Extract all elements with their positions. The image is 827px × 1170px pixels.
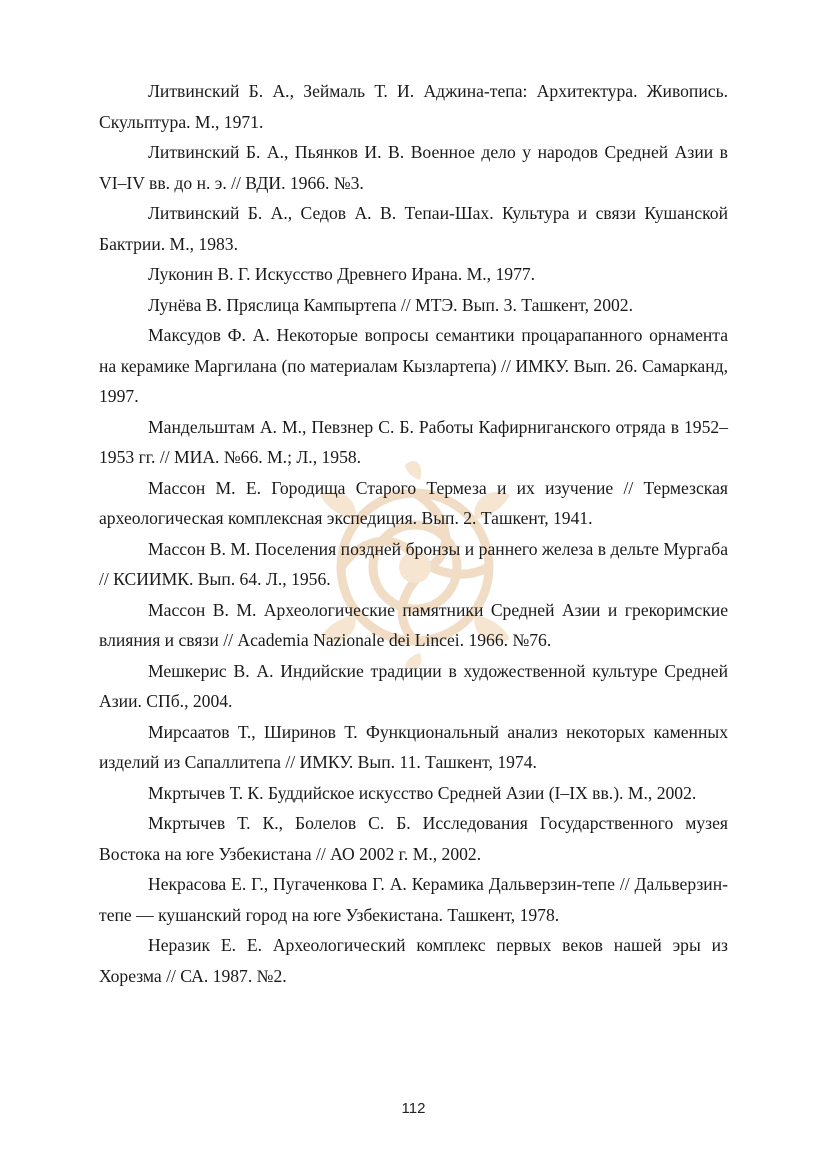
bibliography-entry: Массон М. Е. Городища Старого Термеза и их изучение // Термезская археологическая комплексная экспедиция. Вып. 2. Ташкент, 1941. xyxy=(99,477,728,528)
bibliography-entry: Массон В. М. Поселения поздней бронзы и раннего железа в дельте Мургаба // КСИИМК. Вып. 64. Л., 1956. xyxy=(99,538,728,589)
page-number: 112 xyxy=(401,1100,426,1117)
bibliography-entry: Литвинский Б. А., Зеймаль Т. И. Аджина-тепа: Архитектура. Живопись. Скульптура. М., 1971. xyxy=(99,81,728,132)
bibliography-entry: Мешкерис В. А. Индийские традиции в художественной культуре Средней Азии. СПб., 2004. xyxy=(99,660,728,711)
bibliography-entry: Мкртычев Т. К., Болелов С. Б. Исследования Государственного музея Востока на юге Узбекистана // АО 2002 г. М., 2002. xyxy=(99,813,728,864)
bibliography-entry: Лунёва В. Пряслица Кампыртепа // МТЭ. Вып. 3. Ташкент, 2002. xyxy=(148,294,634,315)
bibliography-entry: Мирсаатов Т., Ширинов Т. Функциональный анализ некоторых каменных изделий из Сапаллитепа // ИМКУ. Вып. 11. Ташкент, 1974. xyxy=(99,721,728,772)
bibliography-entry: Литвинский Б. А., Седов А. В. Тепаи-Шах. Культура и связи Кушанской Бактрии. М., 1983. xyxy=(99,203,728,254)
bibliography-entry: Максудов Ф. А. Некоторые вопросы семантики процарапанного орнамента на керамике Маргилана (по материалам Кызлартепа) // ИМКУ. Вып. 26. Самарканд, 1997. xyxy=(99,325,728,406)
bibliography-entry: Мкртычев Т. К. Буддийское искусство Средней Азии (I–IX вв.). М., 2002. xyxy=(148,782,697,803)
bibliography-entry: Литвинский Б. А., Пьянков И. В. Военное дело у народов Средней Азии в VI–IV вв. до н. э. // ВДИ. 1966. №3. xyxy=(99,142,728,193)
bibliography-entry: Мандельштам А. М., Певзнер С. Б. Работы Кафирниганского отряда в 1952–1953 гг. // МИА. №66. М.; Л., 1958. xyxy=(99,416,728,467)
bibliography-entry: Луконин В. Г. Искусство Древнего Ирана. М., 1977. xyxy=(148,264,536,284)
bibliography-list xyxy=(99,76,728,991)
bibliography-entry: Неразик Е. Е. Археологический комплекс первых веков нашей эры из Хорезма // СА. 1987. №2. xyxy=(99,935,728,986)
bibliography-entry: Массон В. М. Археологические памятники Средней Азии и грекоримские влияния и связи // Academia Nazionale dei Lincei. 1966. №76. xyxy=(99,599,728,650)
bibliography-entry: Некрасова Е. Г., Пугаченкова Г. А. Керамика Дальверзин-тепе // Дальверзин-тепе — кушанский город на юге Узбекистана. Ташкент, 1978. xyxy=(99,874,728,925)
